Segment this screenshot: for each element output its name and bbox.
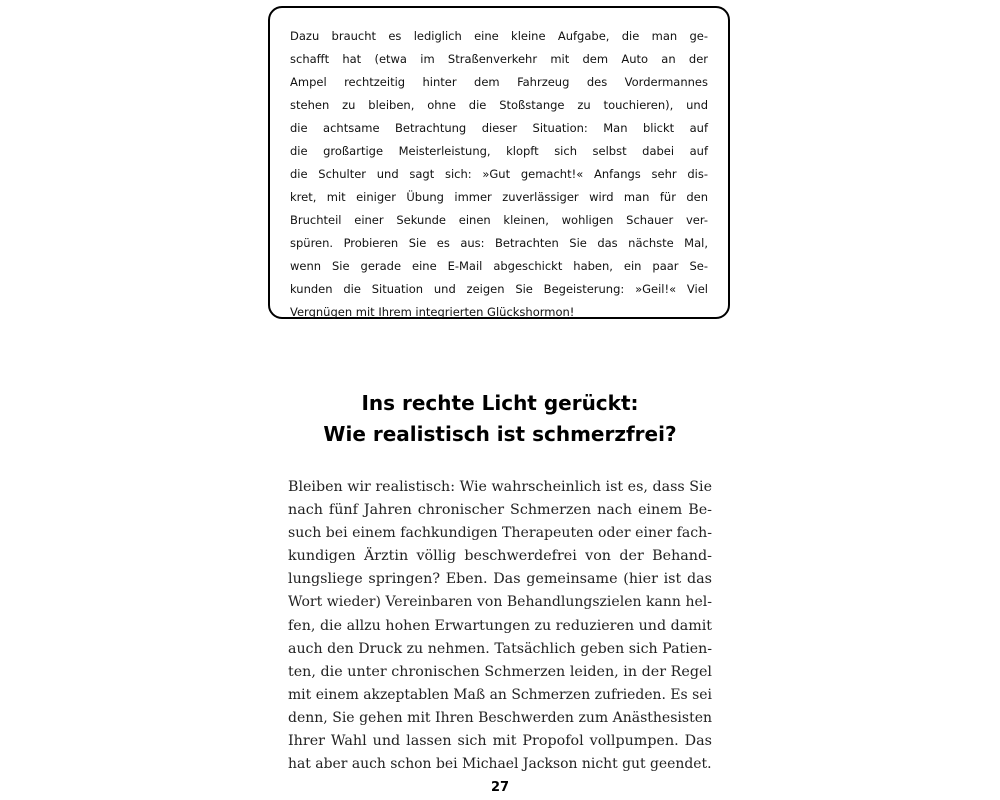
body-line: kundigen Ärztin völlig beschwerdefrei von der Behand- (288, 548, 712, 565)
page-number: 27 (490, 780, 510, 795)
body-paragraph (288, 476, 712, 776)
body-line: auch den Druck zu nehmen. Tatsächlich geben sich Patien- (288, 640, 712, 657)
heading-line-1: Ins rechte Licht gerückt: (361, 391, 639, 415)
body-line: Bleiben wir realistisch: Wie wahrscheinlich ist es, dass Sie (288, 479, 712, 495)
callout-line: Vergnügen mit Ihrem integrierten Glückshormon! (290, 305, 575, 319)
callout-line: stehen zu bleiben, ohne die Stoßstange zu touchieren), und (290, 98, 708, 112)
callout-line: die achtsame Betrachtung dieser Situation: Man blickt auf (290, 121, 708, 135)
callout-line: die großartige Meisterleistung, klopft sich selbst dabei auf (290, 144, 708, 158)
callout-line: wenn Sie gerade eine E-Mail abgeschickt haben, ein paar Se- (290, 259, 708, 273)
section-heading (230, 388, 770, 450)
body-line: fen, die allzu hohen Erwartungen zu reduzieren und damit (288, 617, 712, 634)
body-line: nach fünf Jahren chronischer Schmerzen nach einem Be- (288, 502, 712, 519)
callout-box (268, 6, 730, 319)
callout-line: kunden die Situation und zeigen Sie Begeisterung: »Geil!« Viel (290, 282, 708, 296)
body-line: hat aber auch schon bei Michael Jackson nicht gut geendet. (288, 756, 712, 773)
heading-line-2: Wie realistisch ist schmerzfrei? (323, 422, 677, 446)
callout-line: spüren. Probieren Sie es aus: Betrachten Sie das nächste Mal, (290, 236, 708, 250)
callout-text (290, 25, 708, 324)
body-line: such bei einem fachkundigen Therapeuten oder einer fach- (288, 525, 712, 542)
body-line: ten, die unter chronischen Schmerzen leiden, in der Regel (288, 663, 712, 680)
body-line: lungsliege springen? Eben. Das gemeinsame (hier ist das (288, 571, 712, 588)
callout-line: die Schulter und sagt sich: »Gut gemacht!« Anfangs sehr dis- (290, 167, 708, 181)
callout-line: schafft hat (etwa im Straßenverkehr mit dem Auto an der (290, 52, 708, 66)
body-line: Ihrer Wahl und lassen sich mit Propofol vollpumpen. Das (288, 733, 712, 750)
body-line: denn, Sie gehen mit Ihren Beschwerden zum Anästhesisten (288, 709, 712, 726)
callout-line: kret, mit einiger Übung immer zuverlässiger wird man für den (290, 190, 708, 204)
callout-line: Dazu braucht es lediglich eine kleine Aufgabe, die man ge- (290, 29, 708, 43)
callout-line: Ampel rechtzeitig hinter dem Fahrzeug des Vordermannes (290, 75, 708, 89)
callout-line: Bruchteil einer Sekunde einen kleinen, wohligen Schauer ver- (290, 213, 708, 227)
body-line: mit einem akzeptablen Maß an Schmerzen zufrieden. Es sei (288, 686, 712, 703)
body-line: Wort wieder) Vereinbaren von Behandlungszielen kann hel- (288, 594, 712, 611)
